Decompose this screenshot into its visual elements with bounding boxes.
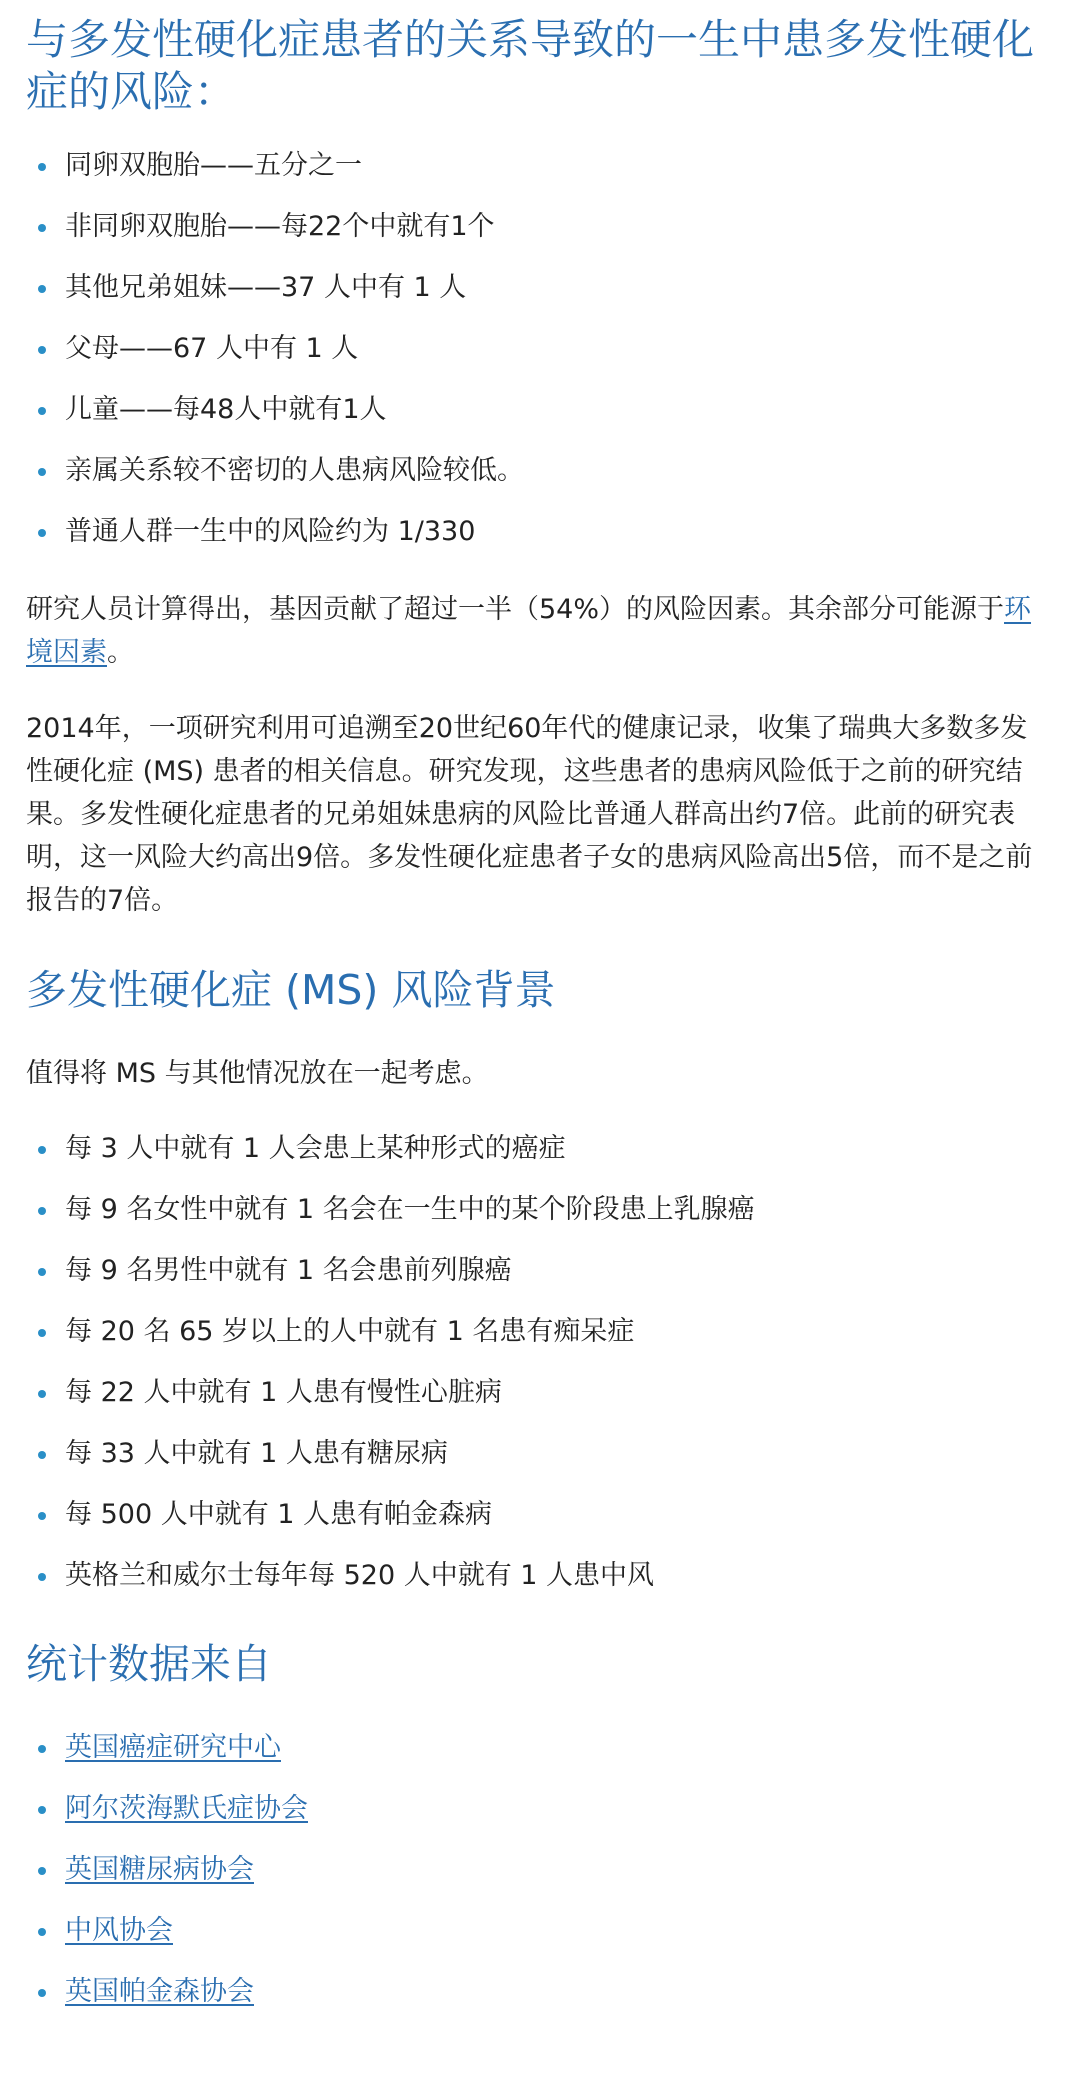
list-item (26, 1913, 1044, 1949)
list-item (26, 1791, 1044, 1827)
bullet-icon (38, 1207, 46, 1215)
list-item-text: 同卵双胞胎——五分之一 (65, 150, 362, 181)
list-item (26, 331, 1044, 367)
source-link-parkinsons-uk[interactable]: 英国帕金森协会 (65, 1976, 254, 2007)
list-item (26, 148, 1044, 184)
source-link-diabetes-uk[interactable]: 英国糖尿病协会 (65, 1854, 254, 1885)
genetics-paragraph (26, 588, 1044, 674)
list-item-text: 每 9 名男性中就有 1 名会患前列腺癌 (65, 1255, 512, 1286)
list-item-text: 每 500 人中就有 1 人患有帕金森病 (65, 1499, 493, 1530)
list-item (26, 1852, 1044, 1888)
list-item-text: 父母——67 人中有 1 人 (65, 333, 359, 364)
bullet-icon (38, 224, 46, 232)
list-item-text: 每 22 人中就有 1 人患有慢性心脏病 (65, 1377, 502, 1408)
list-item (26, 1253, 1044, 1289)
bullet-icon (38, 163, 46, 171)
list-item (26, 1436, 1044, 1472)
list-item (26, 1131, 1044, 1167)
source-link-stroke-association[interactable]: 中风协会 (65, 1915, 173, 1946)
bullet-icon (38, 285, 46, 293)
bullet-icon (38, 1451, 46, 1459)
list-item (26, 392, 1044, 428)
list-item (26, 1192, 1044, 1228)
bullet-icon (38, 1928, 46, 1936)
list-item-text: 每 33 人中就有 1 人患有糖尿病 (65, 1438, 448, 1469)
source-link-alzheimers-society[interactable]: 阿尔茨海默氏症协会 (65, 1793, 308, 1824)
list-item-text: 英格兰和威尔士每年每 520 人中就有 1 人患中风 (65, 1560, 655, 1591)
list-item-text: 儿童——每48人中就有1人 (65, 394, 387, 425)
list-item-text: 每 9 名女性中就有 1 名会在一生中的某个阶段患上乳腺癌 (65, 1194, 755, 1225)
list-item (26, 270, 1044, 306)
environmental-factors-link[interactable]: 环境因素 (26, 594, 1032, 668)
source-link-list (26, 1730, 1044, 2010)
bullet-icon (38, 1806, 46, 1814)
list-item (26, 1730, 1044, 1766)
heading-statistics-source: 统计数据来自 (26, 1640, 272, 1688)
context-risk-list (26, 1131, 1044, 1594)
source-link-cancer-research-uk[interactable]: 英国癌症研究中心 (65, 1732, 281, 1763)
list-item (26, 1375, 1044, 1411)
bullet-icon (38, 1268, 46, 1276)
bullet-icon (38, 1146, 46, 1154)
sweden-study-paragraph: 2014年，一项研究利用可追溯至20世纪60年代的健康记录，收集了瑞典大多数多发性硬化症 (MS) 患者的相关信息。研究发现，这些患者的患病风险低于之前的研究结果。多发性硬化症患者的兄弟姐妹患病的风险比普通人群高出约7倍。此前的研究表明，这一风险大约高出9倍。多发性硬化症患者子女的患病风险高出5倍，而不是之前报告的7倍。 (26, 713, 1033, 916)
heading-ms-risk-context: 多发性硬化症 (MS) 风险背景 (26, 966, 556, 1014)
bullet-icon (38, 529, 46, 537)
list-item-text: 其他兄弟姐妹——37 人中有 1 人 (65, 272, 467, 303)
bullet-icon (38, 1867, 46, 1875)
list-item (26, 209, 1044, 245)
list-item-text: 亲属关系较不密切的人患病风险较低。 (65, 455, 524, 486)
context-paragraph: 值得将 MS 与其他情况放在一起考虑。 (26, 1058, 489, 1089)
list-item (26, 514, 1044, 550)
bullet-icon (38, 346, 46, 354)
genetics-text: 研究人员计算得出，基因贡献了超过一半（54%）的风险因素。其余部分可能源于 (26, 594, 1005, 625)
bullet-icon (38, 1512, 46, 1520)
list-item (26, 453, 1044, 489)
bullet-icon (38, 1573, 46, 1581)
bullet-icon (38, 1989, 46, 1997)
heading-relative-risk: 与多发性硬化症患者的关系导致的一生中患多发性硬化症的风险： (26, 15, 1035, 116)
relative-risk-list (26, 148, 1044, 550)
bullet-icon (38, 1745, 46, 1753)
list-item-text: 非同卵双胞胎——每22个中就有1个 (65, 211, 495, 242)
bullet-icon (38, 407, 46, 415)
list-item-text: 每 20 名 65 岁以上的人中就有 1 名患有痴呆症 (65, 1316, 635, 1347)
bullet-icon (38, 468, 46, 476)
list-item (26, 1558, 1044, 1594)
bullet-icon (38, 1329, 46, 1337)
genetics-text-end: 。 (107, 637, 134, 668)
list-item (26, 1314, 1044, 1350)
list-item (26, 1497, 1044, 1533)
list-item (26, 1974, 1044, 2010)
bullet-icon (38, 1390, 46, 1398)
list-item-text: 普通人群一生中的风险约为 1/330 (65, 516, 476, 547)
list-item-text: 每 3 人中就有 1 人会患上某种形式的癌症 (65, 1133, 566, 1164)
